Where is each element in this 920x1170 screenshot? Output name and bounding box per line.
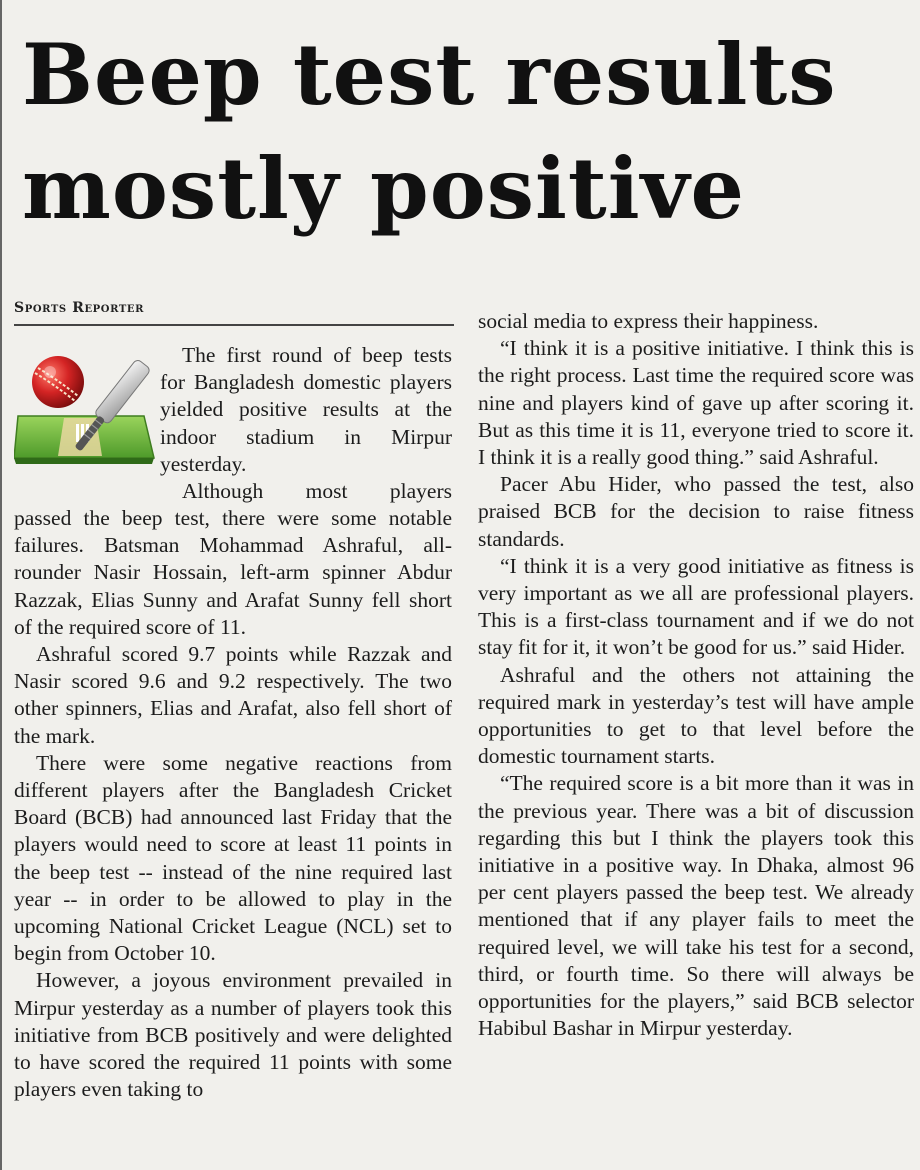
headline	[22, 18, 912, 246]
paragraph: The first round of beep tests for Bangladesh domestic players yielded positive results at the indoor stadium in Mirpur yesterday.	[160, 343, 452, 476]
quote-paragraph: “I think it is a positive initiative. I think this is the right process. Last time the required score was nine and players kind of gave up after scoring it. But as this time it is 11, everyone tried to score it. I think it is a really good thing.” said Ashraful.	[478, 336, 914, 470]
left-column-body	[14, 505, 452, 1103]
paragraph: Ashraful scored 9.7 points while Razzak and Nasir scored 9.6 and 9.2 respectively. The two other spinners, Elias and Arafat, also fell short of the mark.	[14, 642, 452, 748]
byline: Sports Reporter	[14, 300, 454, 326]
paragraph: Pacer Abu Hider, who passed the test, also praised BCB for the decision to raise fitness standards.	[478, 472, 914, 551]
paragraph-continuation: passed the beep test, there were some notable failures. Batsman Mohammad Ashraful, all-rounder Nasir Hossain, left-arm spinner Abdur Razzak, Elias Sunny and Arafat Sunny fell short of the required score of 11.	[14, 506, 452, 639]
cricket-ball-bat-pitch-icon	[14, 346, 158, 474]
headline-line-2: mostly positive	[22, 139, 745, 238]
headline-line-1: Beep test results	[22, 25, 837, 124]
right-column	[478, 308, 914, 1042]
left-column-intro	[160, 342, 452, 505]
paragraph: There were some negative reactions from different players after the Bangladesh Cricket Board (BCB) had announced last Friday that the players would need to score at least 11 points in the beep test -- instead of the nine required last year -- in order to be allowed to play in the upcoming National Cricket League (NCL) set to begin from October 10.	[14, 750, 452, 966]
paragraph-continuation: social media to express their happiness.	[478, 309, 819, 333]
quote-paragraph: “The required score is a bit more than it was in the previous year. There was a bit of discussion regarding this but I think the players took this initiative in a positive way. In Dhaka, almost 96 per cent players passed the beep test. We already mentioned that if any player fails to meet the required level, we will take his test for a second, third, or fourth time. So there will always be opportunities for the players,” said BCB selector Habibul Bashar in Mirpur yesterday.	[478, 771, 914, 1041]
paragraph: However, a joyous environment prevailed in Mirpur yesterday as a number of players took this initiative from BCB positively and were delighted to have scored the required 11 points with some players even taking to	[14, 968, 452, 1102]
paragraph-start: Although most players	[182, 479, 452, 504]
paragraph: Ashraful and the others not attaining the required mark in yesterday’s test will have ample opportunities to get to that level before the domestic tournament starts.	[478, 662, 914, 769]
quote-paragraph: “I think it is a very good initiative as fitness is very important as we all are professional players. This is a first-class tournament and if we do not stay fit for it, it won’t be good for us.” said Hider.	[478, 553, 914, 660]
